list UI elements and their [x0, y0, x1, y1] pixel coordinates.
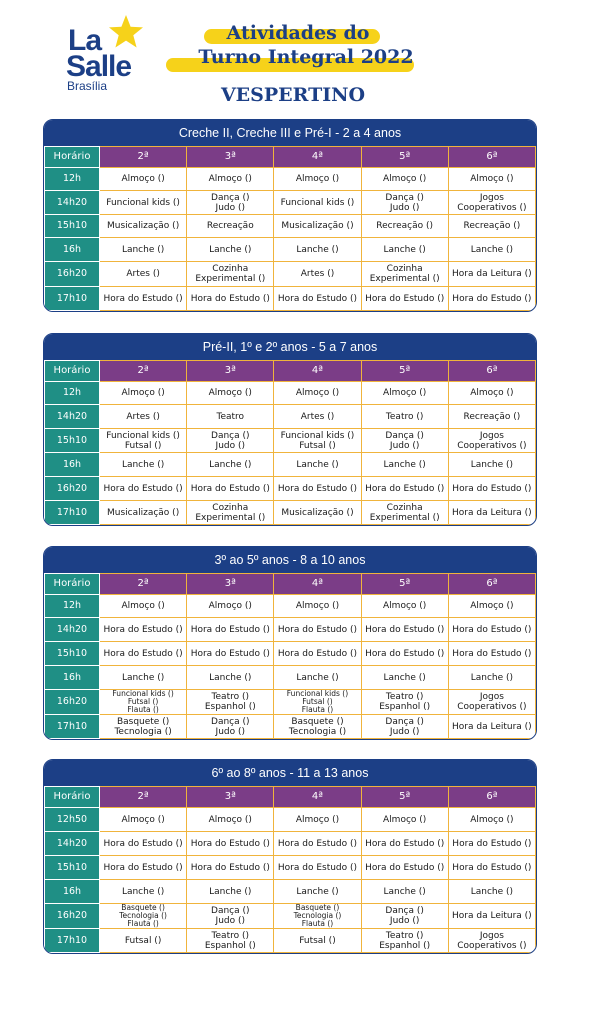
activity-cell: Hora do Estudo () — [448, 856, 535, 880]
activity-cell: Hora do Estudo () — [100, 618, 187, 642]
activity-cell: Artes () — [274, 262, 361, 287]
day-header: 6ª — [448, 787, 535, 808]
table-row — [45, 501, 536, 525]
activity-cell: Lanche () — [274, 880, 361, 904]
table-row — [45, 405, 536, 429]
table-row — [45, 382, 536, 405]
activity-cell: Artes () — [100, 262, 187, 287]
activity-cell: Almoço () — [361, 808, 448, 832]
activity-cell: Dança () Judo () — [361, 715, 448, 739]
time-cell: 16h — [45, 880, 100, 904]
activity-cell: Lanche () — [100, 880, 187, 904]
page-subtitle: VESPERTINO — [220, 84, 366, 106]
day-header: 6ª — [448, 574, 535, 595]
day-header: 6ª — [448, 147, 535, 168]
time-cell: 17h10 — [45, 929, 100, 953]
activity-cell: Jogos Cooperativos () — [448, 690, 535, 715]
section-title: Pré-II, 1º e 2º anos - 5 a 7 anos — [44, 334, 536, 360]
time-cell: 12h50 — [45, 808, 100, 832]
activity-cell: Futsal () — [100, 929, 187, 953]
activity-cell: Almoço () — [100, 808, 187, 832]
table-row — [45, 168, 536, 191]
time-column-header: Horário — [45, 574, 100, 595]
activity-cell: Lanche () — [361, 238, 448, 262]
table-row — [45, 808, 536, 832]
activity-cell: Dança () Judo () — [361, 429, 448, 453]
table-row — [45, 904, 536, 929]
time-cell: 16h — [45, 453, 100, 477]
time-cell: 14h20 — [45, 618, 100, 642]
activity-cell: Jogos Cooperativos () — [448, 429, 535, 453]
table-row — [45, 215, 536, 238]
activity-cell: Hora do Estudo () — [361, 477, 448, 501]
activity-cell: Almoço () — [100, 382, 187, 405]
activity-cell: Lanche () — [448, 453, 535, 477]
activity-cell: Almoço () — [187, 595, 274, 618]
table-header-row — [45, 574, 536, 595]
day-header: 3ª — [187, 147, 274, 168]
activity-cell: Lanche () — [448, 880, 535, 904]
table-header-row — [45, 147, 536, 168]
table-row — [45, 832, 536, 856]
day-header: 4ª — [274, 787, 361, 808]
time-column-header: Horário — [45, 147, 100, 168]
activity-cell: Almoço () — [448, 595, 535, 618]
activity-cell: Hora do Estudo () — [361, 287, 448, 311]
table-row — [45, 238, 536, 262]
la-salle-logo — [62, 14, 152, 94]
schedule-section — [43, 333, 537, 526]
activity-cell: Cozinha Experimental () — [187, 501, 274, 525]
activity-cell: Hora do Estudo () — [361, 856, 448, 880]
activity-cell: Recreação — [187, 215, 274, 238]
activity-cell: Recreação () — [448, 405, 535, 429]
activity-cell: Hora do Estudo () — [100, 856, 187, 880]
activity-cell: Almoço () — [187, 382, 274, 405]
activity-cell: Lanche () — [274, 666, 361, 690]
activity-cell: Hora do Estudo () — [187, 856, 274, 880]
activity-cell: Musicalização () — [274, 501, 361, 525]
day-header: 6ª — [448, 361, 535, 382]
activity-cell: Lanche () — [100, 666, 187, 690]
activity-cell: Almoço () — [361, 382, 448, 405]
table-row — [45, 453, 536, 477]
day-header: 2ª — [100, 787, 187, 808]
table-row — [45, 262, 536, 287]
activity-cell: Teatro () Espanhol () — [361, 690, 448, 715]
activity-cell: Funcional kids () — [274, 191, 361, 215]
activity-cell: Lanche () — [187, 453, 274, 477]
activity-cell: Futsal () — [274, 929, 361, 953]
activity-cell: Lanche () — [361, 453, 448, 477]
activity-cell: Musicalização () — [100, 215, 187, 238]
table-row — [45, 690, 536, 715]
activity-cell: Lanche () — [187, 666, 274, 690]
activity-cell: Funcional kids () — [100, 191, 187, 215]
activity-cell: Hora do Estudo () — [448, 832, 535, 856]
activity-cell: Almoço () — [448, 808, 535, 832]
table-row — [45, 715, 536, 739]
activity-cell: Dança () Judo () — [187, 429, 274, 453]
activity-cell: Funcional kids () Futsal () Flauta () — [274, 690, 361, 715]
activity-cell: Lanche () — [100, 453, 187, 477]
activity-cell: Musicalização () — [100, 501, 187, 525]
day-header: 4ª — [274, 361, 361, 382]
section-title: 6º ao 8º anos - 11 a 13 anos — [44, 760, 536, 786]
activity-cell: Lanche () — [448, 238, 535, 262]
activity-cell: Hora da Leitura () — [448, 904, 535, 929]
time-cell: 17h10 — [45, 715, 100, 739]
activity-cell: Dança () Judo () — [361, 904, 448, 929]
schedule-section — [43, 546, 537, 740]
activity-cell: Jogos Cooperativos () — [448, 929, 535, 953]
activity-cell: Almoço () — [100, 168, 187, 191]
time-cell: 17h10 — [45, 501, 100, 525]
activity-cell: Cozinha Experimental () — [361, 501, 448, 525]
activity-cell: Hora do Estudo () — [187, 832, 274, 856]
section-title: 3º ao 5º anos - 8 a 10 anos — [44, 547, 536, 573]
activity-cell: Almoço () — [448, 382, 535, 405]
page-title — [166, 22, 430, 72]
activity-cell: Almoço () — [274, 382, 361, 405]
day-header: 4ª — [274, 147, 361, 168]
schedule-table — [44, 786, 536, 953]
time-cell: 16h20 — [45, 904, 100, 929]
activity-cell: Teatro () — [361, 405, 448, 429]
activity-cell: Dança () Judo () — [187, 715, 274, 739]
schedule-table — [44, 573, 536, 739]
time-cell: 14h20 — [45, 191, 100, 215]
activity-cell: Hora do Estudo () — [187, 477, 274, 501]
day-header: 5ª — [361, 147, 448, 168]
time-cell: 17h10 — [45, 287, 100, 311]
title-line-2: Turno Integral 2022 — [198, 46, 414, 68]
activity-cell: Dança () Judo () — [361, 191, 448, 215]
activity-cell: Cozinha Experimental () — [187, 262, 274, 287]
activity-cell: Hora do Estudo () — [361, 618, 448, 642]
activity-cell: Basquete () Tecnologia () — [100, 715, 187, 739]
logo-text-salle: Salle — [66, 50, 132, 83]
activity-cell: Cozinha Experimental () — [361, 262, 448, 287]
activity-cell: Basquete () Tecnologia () Flauta () — [100, 904, 187, 929]
table-row — [45, 191, 536, 215]
time-cell: 15h10 — [45, 642, 100, 666]
activity-cell: Almoço () — [448, 168, 535, 191]
schedule-section — [43, 119, 537, 312]
day-header: 5ª — [361, 574, 448, 595]
time-cell: 14h20 — [45, 832, 100, 856]
activity-cell: Teatro — [187, 405, 274, 429]
time-cell: 15h10 — [45, 856, 100, 880]
title-line-1: Atividades do — [226, 22, 370, 44]
activity-cell: Lanche () — [187, 238, 274, 262]
table-row — [45, 477, 536, 501]
time-cell: 15h10 — [45, 215, 100, 238]
activity-cell: Almoço () — [361, 168, 448, 191]
activity-cell: Hora da Leitura () — [448, 501, 535, 525]
activity-cell: Almoço () — [274, 595, 361, 618]
activity-cell: Almoço () — [187, 808, 274, 832]
activity-cell: Hora do Estudo () — [100, 477, 187, 501]
logo-text-la: La — [68, 24, 102, 57]
time-cell: 16h — [45, 666, 100, 690]
activity-cell: Lanche () — [187, 880, 274, 904]
activity-cell: Hora do Estudo () — [100, 287, 187, 311]
schedule-table — [44, 360, 536, 525]
activity-cell: Artes () — [100, 405, 187, 429]
activity-cell: Hora do Estudo () — [274, 642, 361, 666]
table-row — [45, 642, 536, 666]
table-row — [45, 929, 536, 953]
time-cell: 16h20 — [45, 262, 100, 287]
day-header: 3ª — [187, 574, 274, 595]
table-row — [45, 429, 536, 453]
activity-cell: Hora do Estudo () — [361, 832, 448, 856]
table-row — [45, 856, 536, 880]
day-header: 2ª — [100, 147, 187, 168]
activity-cell: Hora da Leitura () — [448, 715, 535, 739]
activity-cell: Lanche () — [448, 666, 535, 690]
table-row — [45, 880, 536, 904]
time-cell: 15h10 — [45, 429, 100, 453]
schedule-section — [43, 759, 537, 954]
day-header: 4ª — [274, 574, 361, 595]
time-cell: 12h — [45, 595, 100, 618]
activity-cell: Musicalização () — [274, 215, 361, 238]
time-cell: 14h20 — [45, 405, 100, 429]
day-header: 3ª — [187, 361, 274, 382]
day-header: 3ª — [187, 787, 274, 808]
activity-cell: Hora do Estudo () — [187, 642, 274, 666]
activity-cell: Jogos Cooperativos () — [448, 191, 535, 215]
activity-cell: Hora do Estudo () — [100, 642, 187, 666]
activity-cell: Almoço () — [274, 808, 361, 832]
activity-cell: Hora do Estudo () — [448, 642, 535, 666]
activity-cell: Hora do Estudo () — [100, 832, 187, 856]
activity-cell: Lanche () — [100, 238, 187, 262]
section-title: Creche II, Creche III e Pré-I - 2 a 4 anos — [44, 120, 536, 146]
day-header: 2ª — [100, 361, 187, 382]
activity-cell: Lanche () — [361, 880, 448, 904]
table-row — [45, 666, 536, 690]
table-row — [45, 287, 536, 311]
activity-cell: Dança () Judo () — [187, 191, 274, 215]
activity-cell: Almoço () — [274, 168, 361, 191]
activity-cell: Dança () Judo () — [187, 904, 274, 929]
activity-cell: Hora do Estudo () — [448, 287, 535, 311]
star-icon — [108, 14, 144, 50]
activity-cell: Hora do Estudo () — [274, 856, 361, 880]
table-row — [45, 595, 536, 618]
time-column-header: Horário — [45, 361, 100, 382]
activity-cell: Hora do Estudo () — [448, 618, 535, 642]
activity-cell: Funcional kids () Futsal () — [274, 429, 361, 453]
activity-cell: Hora do Estudo () — [274, 287, 361, 311]
day-header: 5ª — [361, 361, 448, 382]
activity-cell: Lanche () — [274, 453, 361, 477]
time-cell: 16h — [45, 238, 100, 262]
time-cell: 16h20 — [45, 690, 100, 715]
time-cell: 12h — [45, 168, 100, 191]
day-header: 2ª — [100, 574, 187, 595]
time-column-header: Horário — [45, 787, 100, 808]
activity-cell: Teatro () Espanhol () — [361, 929, 448, 953]
activity-cell: Teatro () Espanhol () — [187, 690, 274, 715]
time-cell: 12h — [45, 382, 100, 405]
activity-cell: Hora do Estudo () — [274, 618, 361, 642]
logo-city: Brasília — [67, 79, 108, 93]
activity-cell: Almoço () — [361, 595, 448, 618]
table-header-row — [45, 787, 536, 808]
table-header-row — [45, 361, 536, 382]
activity-cell: Hora do Estudo () — [187, 618, 274, 642]
activity-cell: Recreação () — [448, 215, 535, 238]
activity-cell: Hora do Estudo () — [187, 287, 274, 311]
day-header: 5ª — [361, 787, 448, 808]
activity-cell: Lanche () — [361, 666, 448, 690]
table-row — [45, 618, 536, 642]
activity-cell: Basquete () Tecnologia () Flauta () — [274, 904, 361, 929]
activity-cell: Hora do Estudo () — [274, 832, 361, 856]
activity-cell: Almoço () — [187, 168, 274, 191]
activity-cell: Recreação () — [361, 215, 448, 238]
activity-cell: Funcional kids () Futsal () — [100, 429, 187, 453]
activity-cell: Lanche () — [274, 238, 361, 262]
activity-cell: Artes () — [274, 405, 361, 429]
activity-cell: Hora do Estudo () — [448, 477, 535, 501]
schedule-table — [44, 146, 536, 311]
activity-cell: Basquete () Tecnologia () — [274, 715, 361, 739]
activity-cell: Hora do Estudo () — [361, 642, 448, 666]
activity-cell: Hora da Leitura () — [448, 262, 535, 287]
activity-cell: Teatro () Espanhol () — [187, 929, 274, 953]
activity-cell: Funcional kids () Futsal () Flauta () — [100, 690, 187, 715]
activity-cell: Hora do Estudo () — [274, 477, 361, 501]
time-cell: 16h20 — [45, 477, 100, 501]
activity-cell: Almoço () — [100, 595, 187, 618]
